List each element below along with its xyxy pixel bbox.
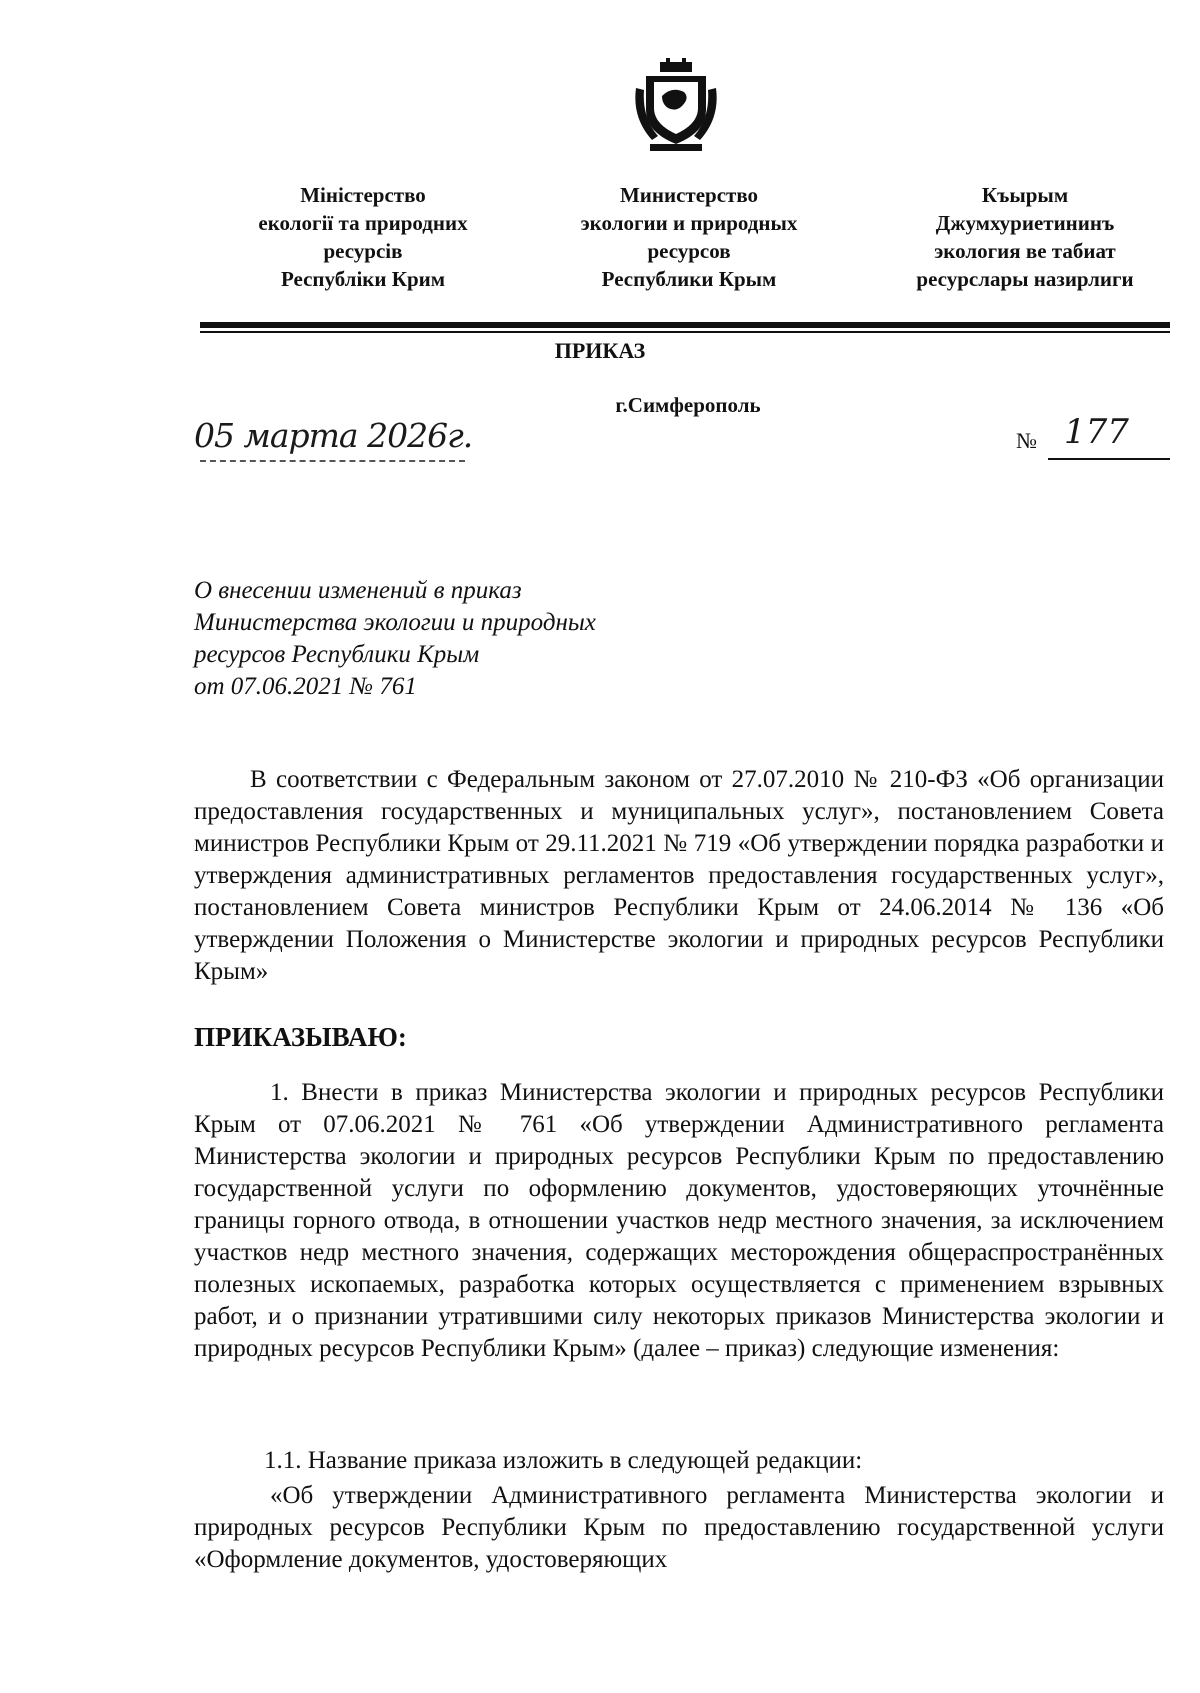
header-divider-thin bbox=[200, 331, 1170, 333]
document-title: ПРИКАЗ bbox=[554, 338, 646, 363]
date-underline bbox=[200, 460, 465, 462]
city-name: г.Симферополь bbox=[615, 393, 761, 417]
ministry-name-russian: Министерство экологии и природных ресурсов Республики Крым bbox=[580, 183, 798, 291]
quoted-new-title: «Об утверждении Административного регламента Министерства экологии и природных ресурсов Республики Крым по предоставлению государственной услуги «Оформление документов, удостоверяющих bbox=[194, 1482, 1164, 1573]
handwritten-number: 177 bbox=[1064, 412, 1129, 452]
item-1-paragraph: 1. Внести в приказ Министерства экологии и природных ресурсов Республики Крым от 07.06.2021 № 761 «Об утверждении Административного регламента Министерства экологии и природных ресурсов Республики Крым по предоставлению государственной услуги по оформлению документов, удостоверяющих уточнённые границы горного отвода, в отношении участков недр местного значения, за исключением участков недр местного значения, содержащих месторождения общераспространённых полезных ископаемых, разработка которых осуществляется с применением взрывных работ, и о признании утратившими силу некоторых приказов Министерства экологии и природных ресурсов Республики Крым» (далее – приказ) следующие изменения: bbox=[194, 1079, 1164, 1362]
coat-of-arms-emblem bbox=[632, 58, 720, 153]
number-sign: № bbox=[1016, 428, 1037, 453]
ministry-name-crimean-tatar: Къырым Джумхуриетининъ экология ве табиат ресурслары назирлиги bbox=[916, 183, 1134, 291]
number-underline bbox=[1048, 458, 1170, 460]
header-divider-thick bbox=[200, 322, 1170, 328]
ministry-name-ukrainian: Міністерство екології та природних ресурсів Республіки Крим bbox=[258, 183, 468, 291]
preamble-paragraph: В соответствии с Федеральным законом от 27.07.2010 № 210-ФЗ «Об организации предоставления государственных и муниципальных услуг», постановлением Совета министров Республики Крым от 29.11.2021 № 719 «Об утверждении порядка разработки и утверждения административных регламентов предоставления государственных услуг», постановлением Совета министров Республики Крым от 24.06.2014 № 136 «Об утверждении Положения о Министерстве экологии и природных ресурсов Республики Крым» bbox=[194, 766, 1164, 985]
order-subject: О внесении изменений в приказ Министерства экологии и природных ресурсов Республики Крым от 07.06.2021 № 761 bbox=[194, 577, 596, 700]
item-1-1-paragraph: 1.1. Название приказа изложить в следующей редакции: bbox=[264, 1447, 863, 1474]
order-heading: ПРИКАЗЫВАЮ: bbox=[194, 1022, 407, 1052]
handwritten-date: 05 марта 2026г. bbox=[194, 416, 473, 455]
